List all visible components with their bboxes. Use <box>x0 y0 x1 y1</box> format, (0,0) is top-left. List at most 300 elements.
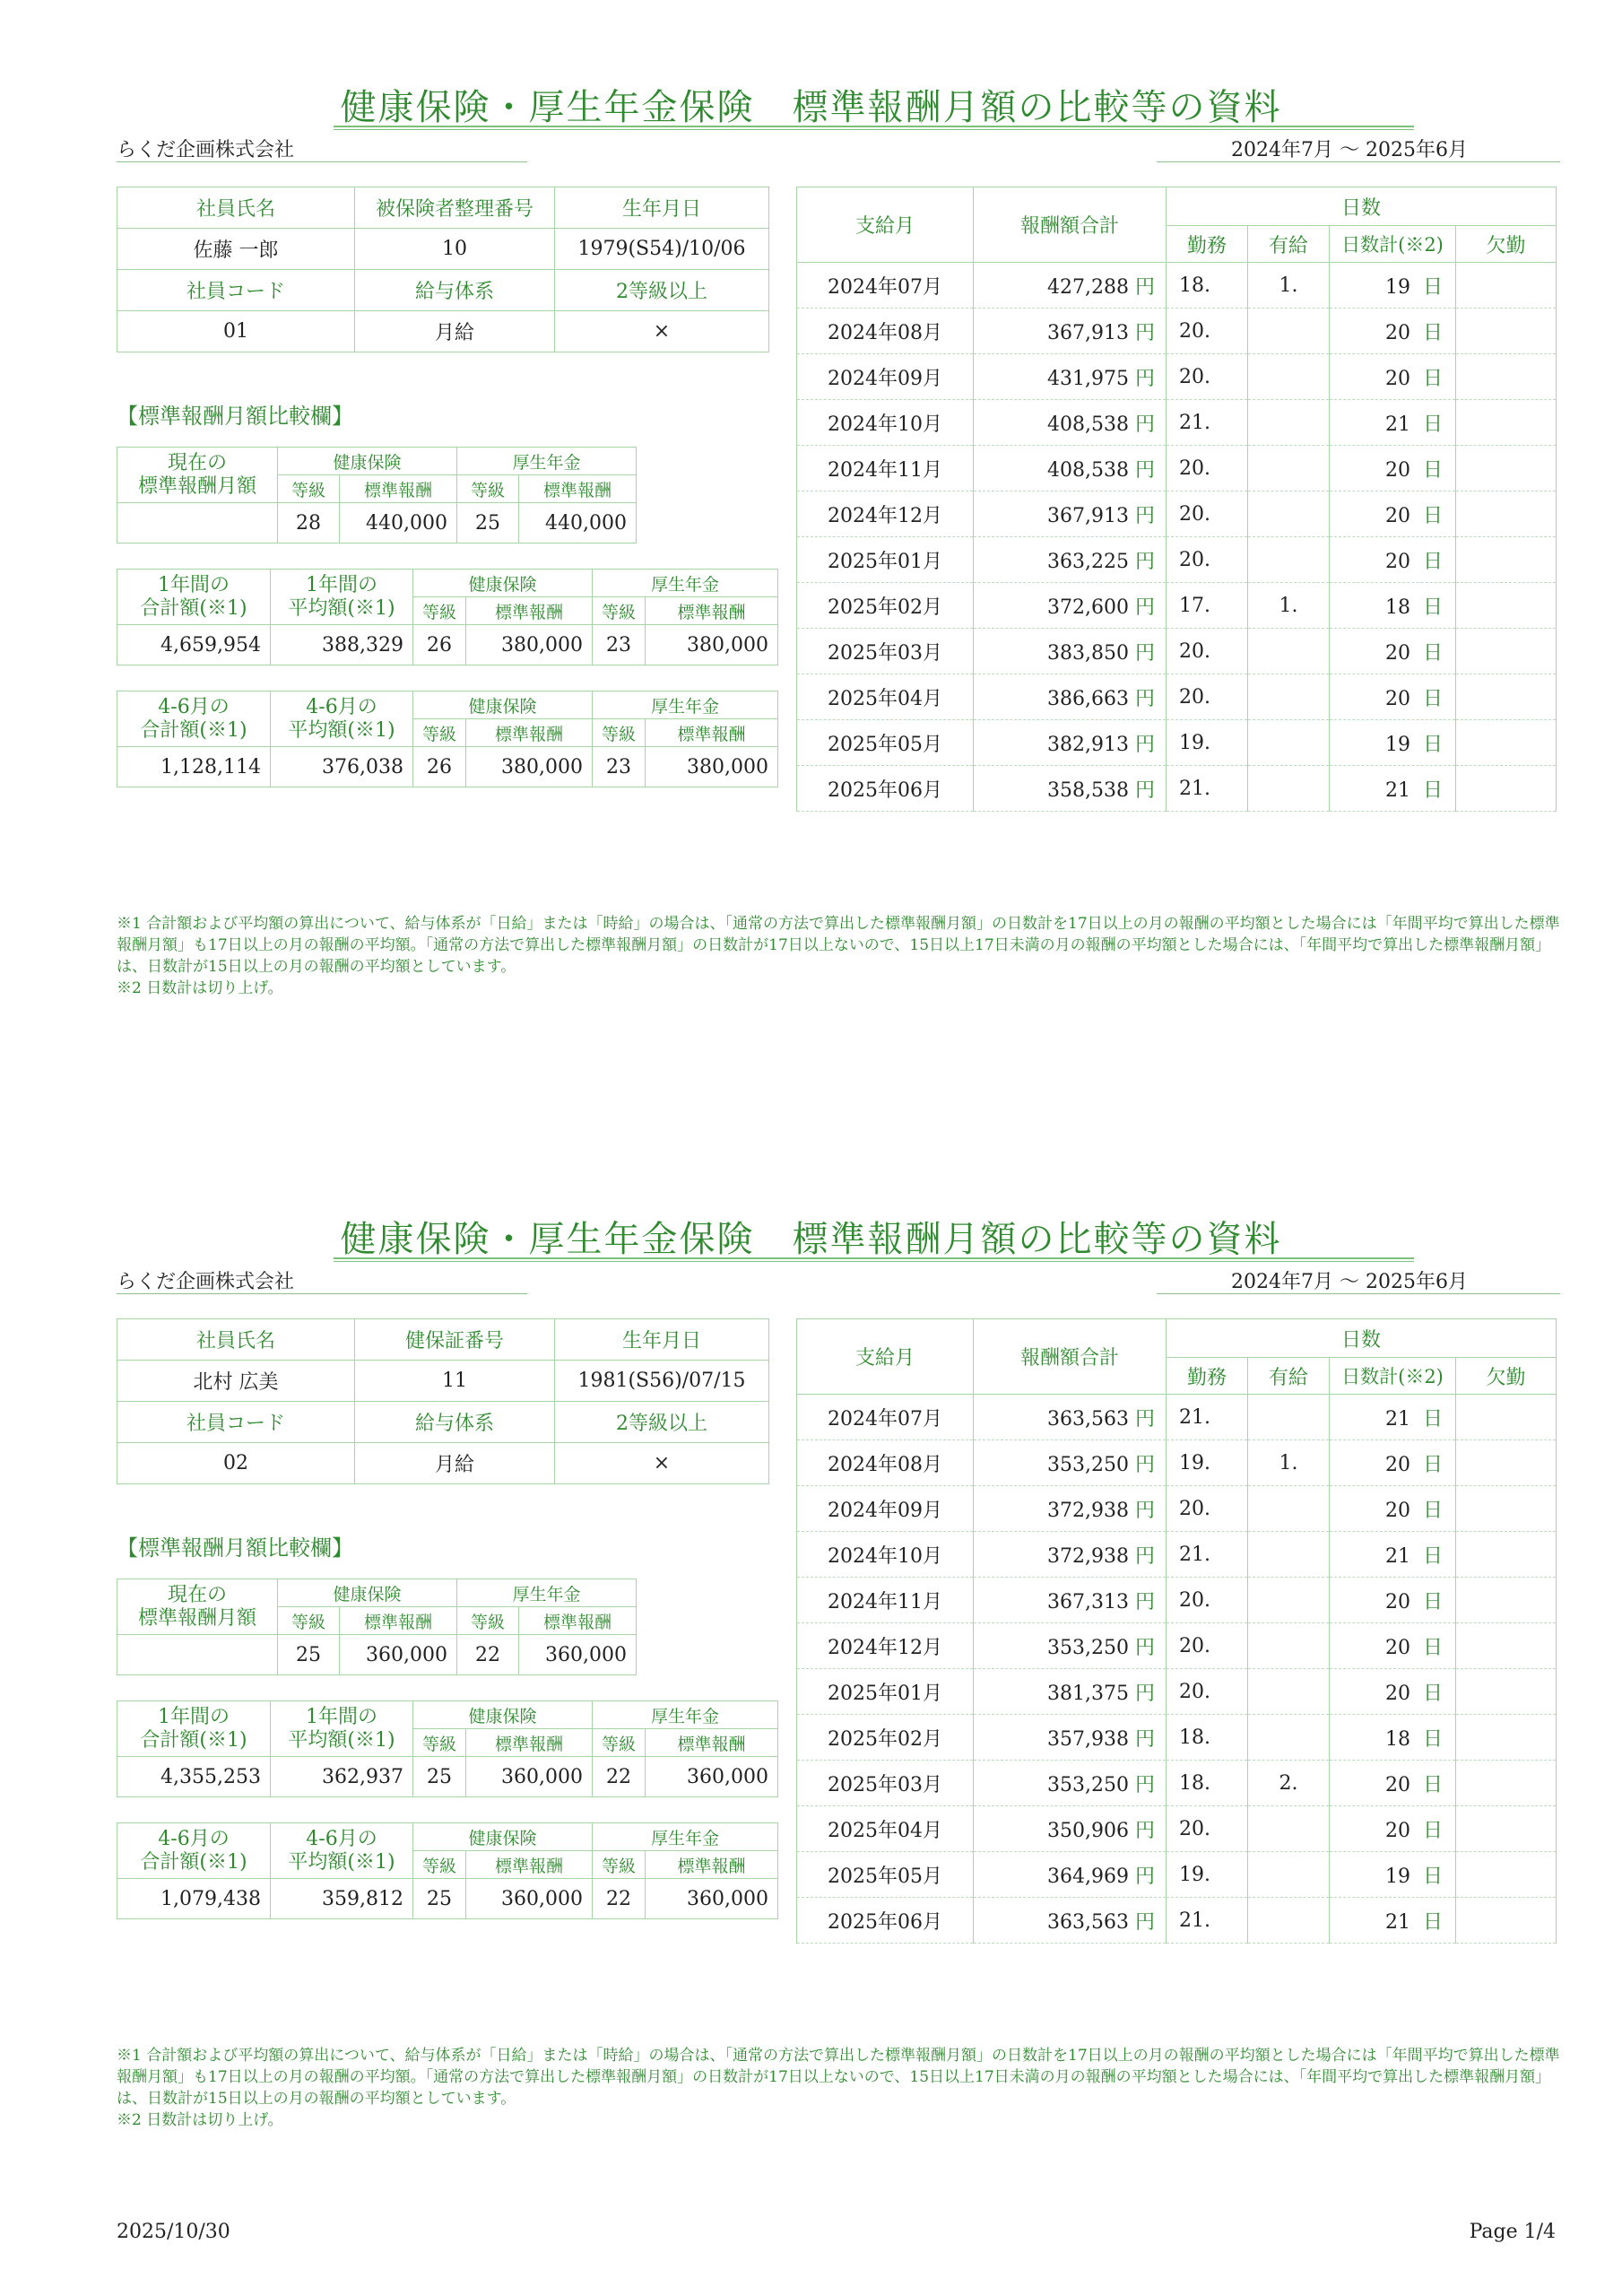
table-row <box>797 1440 1557 1486</box>
pension-std: 360,000 <box>646 1757 778 1797</box>
annual-table <box>117 1700 778 1797</box>
days-total-cell <box>1330 1623 1456 1669</box>
day-unit: 日 <box>1422 1819 1443 1842</box>
std-pay-label: 標準報酬 <box>519 475 637 503</box>
grade2-value: × <box>555 311 769 352</box>
day-unit: 日 <box>1422 275 1443 299</box>
paid-leave-days <box>1248 446 1330 491</box>
work-days: 20. <box>1167 1669 1248 1715</box>
pay-amount-cell <box>974 309 1167 354</box>
work-days: 21. <box>1167 1395 1248 1440</box>
quarter-avg-label: 4-6月の 平均額(※1) <box>271 691 413 747</box>
days-total-cell <box>1330 629 1456 674</box>
absence-days <box>1456 1715 1557 1761</box>
pay-amount: 427,288 <box>1047 275 1129 299</box>
pay-amount: 353,250 <box>1047 1453 1129 1476</box>
grade2-label: 2等級以上 <box>555 1402 769 1443</box>
absence-days <box>1456 766 1557 812</box>
days-total-cell <box>1330 1440 1456 1486</box>
yen-unit: 円 <box>1134 1910 1155 1934</box>
paid-leave-days <box>1248 491 1330 537</box>
health-ins-label: 健康保険 <box>413 570 593 597</box>
days-total: 20 <box>1384 687 1410 710</box>
days-total-cell <box>1330 1852 1456 1898</box>
day-unit: 日 <box>1422 733 1443 756</box>
work-days: 19. <box>1167 1440 1248 1486</box>
std-pay-label: 標準報酬 <box>340 1607 457 1635</box>
grade2-value: × <box>555 1443 769 1484</box>
table-row <box>797 1669 1557 1715</box>
work-days: 20. <box>1167 1578 1248 1623</box>
paid-leave-days <box>1248 1395 1330 1440</box>
table-row <box>797 263 1557 309</box>
health-std: 380,000 <box>466 625 593 665</box>
employee-name-label: 社員氏名 <box>117 1319 355 1361</box>
day-unit: 日 <box>1422 1636 1443 1659</box>
pension-label: 厚生年金 <box>457 448 637 475</box>
health-ins-label: 健康保険 <box>278 1579 457 1607</box>
absence-days <box>1456 491 1557 537</box>
yen-unit: 円 <box>1134 1682 1155 1705</box>
annual-total: 4,355,253 <box>117 1757 271 1797</box>
employee-info-table <box>117 1318 769 1484</box>
work-days: 21. <box>1167 400 1248 446</box>
yen-unit: 円 <box>1134 1819 1155 1842</box>
yen-unit: 円 <box>1134 1727 1155 1751</box>
days-total-header: 日数計(※2) <box>1330 1358 1456 1395</box>
yen-unit: 円 <box>1134 1499 1155 1522</box>
days-total: 21 <box>1384 1910 1410 1934</box>
yen-unit: 円 <box>1134 1544 1155 1568</box>
work-days: 20. <box>1167 629 1248 674</box>
grade-label: 等級 <box>278 1607 340 1635</box>
pay-amount: 381,375 <box>1047 1682 1129 1705</box>
yen-unit: 円 <box>1134 687 1155 710</box>
pay-amount-cell <box>974 720 1167 766</box>
absence-days <box>1456 1761 1557 1806</box>
absence-days <box>1456 1669 1557 1715</box>
report-section <box>0 79 1622 1048</box>
days-total-cell <box>1330 720 1456 766</box>
pay-month: 2024年12月 <box>797 1623 974 1669</box>
table-row <box>797 1578 1557 1623</box>
day-unit: 日 <box>1422 1544 1443 1568</box>
footnote-2: ※2 日数計は切り上げ。 <box>117 979 283 997</box>
birth-date: 1979(S54)/10/06 <box>555 229 769 270</box>
annual-total-label: 1年間の 合計額(※1) <box>117 1701 271 1757</box>
work-days: 18. <box>1167 1761 1248 1806</box>
days-total-cell <box>1330 1669 1456 1715</box>
paid-leave-days <box>1248 400 1330 446</box>
days-total-cell <box>1330 446 1456 491</box>
days-total: 20 <box>1384 641 1410 665</box>
days-total: 19 <box>1384 733 1410 756</box>
day-unit: 日 <box>1422 504 1443 527</box>
birth-date-label: 生年月日 <box>555 187 769 229</box>
days-total: 18 <box>1384 596 1410 619</box>
pay-amount-cell <box>974 1715 1167 1761</box>
period-underline <box>1157 161 1560 162</box>
table-row <box>797 400 1557 446</box>
grade-label: 等級 <box>413 597 466 625</box>
table-row <box>797 1532 1557 1578</box>
absence-days <box>1456 1578 1557 1623</box>
report-title: 健康保険・厚生年金保険 標準報酬月額の比較等の資料 <box>340 1219 1282 1260</box>
absence-days <box>1456 1440 1557 1486</box>
std-pay-label: 標準報酬 <box>466 597 593 625</box>
paid-leave-days <box>1248 354 1330 400</box>
pay-amount-cell <box>974 446 1167 491</box>
absence-days <box>1456 354 1557 400</box>
days-total-cell <box>1330 537 1456 583</box>
days-total-cell <box>1330 1578 1456 1623</box>
absence-days <box>1456 1486 1557 1532</box>
days-total: 20 <box>1384 321 1410 344</box>
footnote-1: ※1 合計額および平均額の算出について、給与体系が「日給」または「時給」の場合は、「通常の方法で算出した標準報酬月額」の日数計を17日以上の月の報酬の平均額とした場合には「年間平均で算出した標準報酬月額」も17日以上の月の報酬の平均額。「通常の方法で算出した標準報酬月額」の日数計が17日以上ないので、15日以上17日未満の月の報酬の平均額とした場合には、「年間平均で算出した標準報酬月額」は、日数計が15日以上の月の報酬の平均額としています。 <box>117 2047 1560 2108</box>
current-standard-table <box>117 447 637 544</box>
paid-leave-days <box>1248 629 1330 674</box>
days-total: 20 <box>1384 1773 1410 1796</box>
work-days: 20. <box>1167 309 1248 354</box>
pay-month: 2025年01月 <box>797 1669 974 1715</box>
absence-days <box>1456 1852 1557 1898</box>
table-row <box>797 1395 1557 1440</box>
birth-date: 1981(S56)/07/15 <box>555 1361 769 1402</box>
pension-grade: 25 <box>457 503 519 544</box>
pay-amount: 386,663 <box>1047 687 1129 710</box>
insured-number-label: 被保険者整理番号 <box>355 187 555 229</box>
pay-amount-cell <box>974 674 1167 720</box>
pension-std: 440,000 <box>519 503 637 544</box>
annual-total: 4,659,954 <box>117 625 271 665</box>
paid-leave-days <box>1248 1578 1330 1623</box>
table-row <box>797 1806 1557 1852</box>
paid-leave-days <box>1248 309 1330 354</box>
absence-days <box>1456 309 1557 354</box>
days-total-cell <box>1330 1761 1456 1806</box>
yen-unit: 円 <box>1134 778 1155 802</box>
table-row <box>797 354 1557 400</box>
days-total-cell <box>1330 1806 1456 1852</box>
pay-amount: 358,538 <box>1047 778 1129 802</box>
paid-leave-days <box>1248 1669 1330 1715</box>
pay-total-header: 報酬額合計 <box>974 187 1167 263</box>
quarter-total-label: 4-6月の 合計額(※1) <box>117 1823 271 1879</box>
days-total-header: 日数計(※2) <box>1330 226 1456 263</box>
pay-amount: 363,563 <box>1047 1407 1129 1431</box>
pay-amount: 431,975 <box>1047 367 1129 390</box>
title-underline <box>334 1257 1414 1262</box>
yen-unit: 円 <box>1134 367 1155 390</box>
absence-days <box>1456 446 1557 491</box>
absence-days <box>1456 1806 1557 1852</box>
grade-label: 等級 <box>593 1851 646 1879</box>
std-pay-label: 標準報酬 <box>519 1607 637 1635</box>
yen-unit: 円 <box>1134 504 1155 527</box>
blank-cell <box>117 1635 278 1675</box>
absence-days <box>1456 1898 1557 1944</box>
table-row <box>797 674 1557 720</box>
absence-days <box>1456 674 1557 720</box>
pay-month: 2025年04月 <box>797 674 974 720</box>
paid-leave-days <box>1248 1715 1330 1761</box>
table-row <box>797 309 1557 354</box>
footnote-1: ※1 合計額および平均額の算出について、給与体系が「日給」または「時給」の場合は、「通常の方法で算出した標準報酬月額」の日数計を17日以上の月の報酬の平均額とした場合には「年間平均で算出した標準報酬月額」も17日以上の月の報酬の平均額。「通常の方法で算出した標準報酬月額」の日数計が17日以上ないので、15日以上17日未満の月の報酬の平均額とした場合には、「年間平均で算出した標準報酬月額」は、日数計が15日以上の月の報酬の平均額としています。 <box>117 915 1560 976</box>
work-days: 18. <box>1167 1715 1248 1761</box>
day-unit: 日 <box>1422 321 1443 344</box>
pay-month: 2024年10月 <box>797 1532 974 1578</box>
employee-name-label: 社員氏名 <box>117 187 355 229</box>
pay-month: 2025年05月 <box>797 1852 974 1898</box>
quarter-avg-label: 4-6月の 平均額(※1) <box>271 1823 413 1879</box>
absence-days <box>1456 1395 1557 1440</box>
yen-unit: 円 <box>1134 1407 1155 1431</box>
table-row <box>797 1486 1557 1532</box>
days-total: 21 <box>1384 413 1410 436</box>
paid-leave-days <box>1248 1623 1330 1669</box>
health-grade: 28 <box>278 503 340 544</box>
table-row <box>797 446 1557 491</box>
table-row <box>797 720 1557 766</box>
quarter-total-label: 4-6月の 合計額(※1) <box>117 691 271 747</box>
footnote-2: ※2 日数計は切り上げ。 <box>117 2111 283 2129</box>
pay-month: 2024年11月 <box>797 1578 974 1623</box>
quarter-table <box>117 691 778 787</box>
pay-amount-cell <box>974 1669 1167 1715</box>
health-grade: 25 <box>413 1879 466 1919</box>
work-days-header: 勤務 <box>1167 226 1248 263</box>
day-unit: 日 <box>1422 1499 1443 1522</box>
pay-amount: 363,563 <box>1047 1910 1129 1934</box>
company-name: らくだ企画株式会社 <box>117 139 295 161</box>
table-row <box>797 1761 1557 1806</box>
health-grade: 25 <box>413 1757 466 1797</box>
days-total: 19 <box>1384 1865 1410 1888</box>
pay-month: 2024年07月 <box>797 1395 974 1440</box>
pay-month: 2024年08月 <box>797 309 974 354</box>
grade-label: 等級 <box>413 1851 466 1879</box>
insured-number-label: 健保証番号 <box>355 1319 555 1361</box>
work-days: 20. <box>1167 1806 1248 1852</box>
pension-label: 厚生年金 <box>593 570 778 597</box>
health-std: 360,000 <box>466 1879 593 1919</box>
paid-leave-days <box>1248 674 1330 720</box>
table-row <box>797 1898 1557 1944</box>
yen-unit: 円 <box>1134 1636 1155 1659</box>
company-name: らくだ企画株式会社 <box>117 1271 295 1293</box>
pay-month: 2024年11月 <box>797 446 974 491</box>
table-row <box>797 629 1557 674</box>
quarter-total: 1,128,114 <box>117 747 271 787</box>
health-ins-label: 健康保険 <box>278 448 457 475</box>
yen-unit: 円 <box>1134 641 1155 665</box>
pay-amount: 367,913 <box>1047 504 1129 527</box>
day-unit: 日 <box>1422 1910 1443 1934</box>
pay-amount: 372,600 <box>1047 596 1129 619</box>
grade-label: 等級 <box>593 1729 646 1757</box>
pay-amount-cell <box>974 1761 1167 1806</box>
salary-system: 月給 <box>355 1443 555 1484</box>
quarter-table <box>117 1822 778 1919</box>
std-pay-label: 標準報酬 <box>646 1729 778 1757</box>
days-total-cell <box>1330 1532 1456 1578</box>
days-total: 20 <box>1384 1682 1410 1705</box>
grade-label: 等級 <box>278 475 340 503</box>
pension-grade: 23 <box>593 747 646 787</box>
std-pay-label: 標準報酬 <box>646 719 778 747</box>
pay-amount-cell <box>974 1898 1167 1944</box>
work-days: 20. <box>1167 674 1248 720</box>
days-total: 20 <box>1384 1499 1410 1522</box>
comparison-heading: 【標準報酬月額比較欄】 <box>117 404 353 429</box>
paid-leave-days <box>1248 766 1330 812</box>
paid-leave-days <box>1248 537 1330 583</box>
days-total-cell <box>1330 674 1456 720</box>
employee-name: 佐藤 一郎 <box>117 229 355 270</box>
work-days: 18. <box>1167 263 1248 309</box>
pay-amount: 367,313 <box>1047 1590 1129 1613</box>
pay-month: 2025年05月 <box>797 720 974 766</box>
pay-month: 2025年02月 <box>797 1715 974 1761</box>
period-underline <box>1157 1293 1560 1294</box>
paid-leave-days <box>1248 1852 1330 1898</box>
pay-month: 2024年09月 <box>797 354 974 400</box>
pay-amount: 363,225 <box>1047 550 1129 573</box>
pay-amount-cell <box>974 1852 1167 1898</box>
paid-leave-days <box>1248 720 1330 766</box>
table-row <box>797 491 1557 537</box>
days-total: 21 <box>1384 1407 1410 1431</box>
pay-month-header: 支給月 <box>797 1319 974 1395</box>
pay-month: 2025年06月 <box>797 766 974 812</box>
pay-month: 2024年12月 <box>797 491 974 537</box>
days-total: 19 <box>1384 275 1410 299</box>
pay-amount: 383,850 <box>1047 641 1129 665</box>
print-date: 2025/10/30 <box>117 2221 230 2243</box>
day-unit: 日 <box>1422 1727 1443 1751</box>
day-unit: 日 <box>1422 550 1443 573</box>
pay-amount-cell <box>974 1532 1167 1578</box>
employee-code-label: 社員コード <box>117 1402 355 1443</box>
days-total: 20 <box>1384 1636 1410 1659</box>
comparison-heading: 【標準報酬月額比較欄】 <box>117 1535 353 1561</box>
pension-std: 360,000 <box>646 1879 778 1919</box>
insured-number: 10 <box>355 229 555 270</box>
days-total: 20 <box>1384 458 1410 482</box>
grade-label: 等級 <box>457 1607 519 1635</box>
days-total-cell <box>1330 491 1456 537</box>
days-total: 21 <box>1384 1544 1410 1568</box>
current-standard-table <box>117 1578 637 1675</box>
day-unit: 日 <box>1422 1453 1443 1476</box>
health-ins-label: 健康保険 <box>413 1701 593 1729</box>
pension-label: 厚生年金 <box>593 1823 778 1851</box>
pay-amount-cell <box>974 491 1167 537</box>
pension-label: 厚生年金 <box>593 691 778 719</box>
pension-grade: 23 <box>593 625 646 665</box>
day-unit: 日 <box>1422 1865 1443 1888</box>
pay-amount-cell <box>974 400 1167 446</box>
days-header: 日数 <box>1167 1319 1557 1358</box>
paid-leave-days <box>1248 1898 1330 1944</box>
pay-month: 2024年10月 <box>797 400 974 446</box>
quarter-total: 1,079,438 <box>117 1879 271 1919</box>
days-header: 日数 <box>1167 187 1557 226</box>
work-days: 20. <box>1167 446 1248 491</box>
pension-label: 厚生年金 <box>457 1579 637 1607</box>
company-underline <box>117 1293 527 1294</box>
annual-avg: 388,329 <box>271 625 413 665</box>
paid-leave-days <box>1248 1486 1330 1532</box>
employee-name: 北村 広美 <box>117 1361 355 1402</box>
pay-month: 2025年04月 <box>797 1806 974 1852</box>
absence-days <box>1456 537 1557 583</box>
work-days: 21. <box>1167 1532 1248 1578</box>
health-std: 360,000 <box>466 1757 593 1797</box>
pay-amount-cell <box>974 354 1167 400</box>
work-days: 17. <box>1167 583 1248 629</box>
pay-month: 2024年09月 <box>797 1486 974 1532</box>
pay-amount-cell <box>974 1806 1167 1852</box>
pension-label: 厚生年金 <box>593 1701 778 1729</box>
table-row <box>797 1623 1557 1669</box>
days-total: 20 <box>1384 550 1410 573</box>
health-std: 360,000 <box>340 1635 457 1675</box>
yen-unit: 円 <box>1134 1453 1155 1476</box>
employee-info-table <box>117 187 769 352</box>
current-standard-label: 現在の 標準報酬月額 <box>117 1579 278 1635</box>
table-row <box>797 1715 1557 1761</box>
page-number: Page 1/4 <box>1469 2221 1556 2243</box>
work-days: 20. <box>1167 1486 1248 1532</box>
work-days: 20. <box>1167 491 1248 537</box>
paid-leave-days: 2. <box>1248 1761 1330 1806</box>
std-pay-label: 標準報酬 <box>340 475 457 503</box>
days-total: 21 <box>1384 778 1410 802</box>
grade-label: 等級 <box>413 1729 466 1757</box>
days-total-cell <box>1330 766 1456 812</box>
days-total-cell <box>1330 1715 1456 1761</box>
table-row <box>797 1852 1557 1898</box>
absence-header: 欠勤 <box>1456 226 1557 263</box>
quarter-avg: 359,812 <box>271 1879 413 1919</box>
work-days: 20. <box>1167 354 1248 400</box>
yen-unit: 円 <box>1134 596 1155 619</box>
pay-month: 2024年08月 <box>797 1440 974 1486</box>
yen-unit: 円 <box>1134 321 1155 344</box>
day-unit: 日 <box>1422 413 1443 436</box>
absence-days <box>1456 720 1557 766</box>
work-days-header: 勤務 <box>1167 1358 1248 1395</box>
days-total-cell <box>1330 263 1456 309</box>
std-pay-label: 標準報酬 <box>466 719 593 747</box>
days-total-cell <box>1330 1395 1456 1440</box>
work-days: 21. <box>1167 766 1248 812</box>
day-unit: 日 <box>1422 367 1443 390</box>
absence-header: 欠勤 <box>1456 1358 1557 1395</box>
paid-leave-header: 有給 <box>1248 1358 1330 1395</box>
table-row <box>797 583 1557 629</box>
std-pay-label: 標準報酬 <box>646 597 778 625</box>
absence-days <box>1456 400 1557 446</box>
yen-unit: 円 <box>1134 458 1155 482</box>
health-grade: 26 <box>413 747 466 787</box>
days-total: 18 <box>1384 1727 1410 1751</box>
pension-grade: 22 <box>593 1879 646 1919</box>
days-total-cell <box>1330 309 1456 354</box>
paid-leave-header: 有給 <box>1248 226 1330 263</box>
health-std: 380,000 <box>466 747 593 787</box>
